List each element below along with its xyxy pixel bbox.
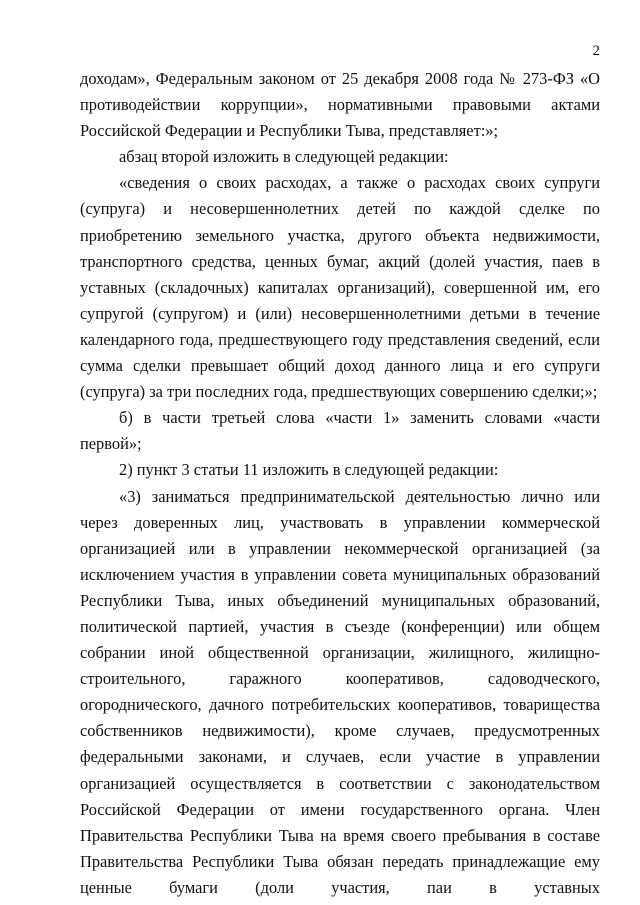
page-number: 2 (592, 43, 600, 59)
paragraph-entrepreneurship-ban: «3) заниматься предпринимательской деятельностью лично или через доверенных лиц, участвовать в управлении коммерческой организацией или в управлении некоммерческой организацией (за исключением участия в управлении совета муниципальных образований Республики Тыва, иных объединений муниципальных образований, политической партией, участия в съезде (конференции) или общем собрании иной общественной организации, жилищного, жилищно-строительного, гаражного кооперативов, садоводческого, огороднического, дачного потребительских кооперативов, товарищества собственников недвижимости), кроме случаев, предусмотренных федеральными законами, и случаев, если участие в управлении организацией осуществляется в соответствии с законодательством Российской Федерации от имени государственного органа. Член Правительства Республики Тыва на время своего пребывания в составе Правительства Республики Тыва обязан передать принадлежащие ему ценные бумаги (доли участия, паи в уставных (80, 486, 600, 897)
paragraph-expenses-info: «сведения о своих расходах, а также о расходах своих супруги (супруга) и несовершеннолетних детей по каждой сделке по приобретению земельного участка, другого объекта недвижимости, транспортного средства, ценных бумаг, акций (долей участия, паев в уставных (складочных) капиталах организаций), совершенной им, его супругой (супругом) и (или) несовершеннолетними детьми в течение календарного года, предшествующего году представления сведений, если сумма сделки превышает общий доход данного лица и его супруги (супруга) за три последних года, предшествующих совершению сделки;»; (80, 173, 600, 402)
paragraph-instruction-second-indent: абзац второй изложить в следующей редакции: (119, 147, 449, 167)
paragraph-continuation: доходам», Федеральным законом от 25 декабря 2008 года № 273-ФЗ «О противодействии коррупции», нормативными правовыми актами Российской Федерации и Республики Тыва, представляет:»; (80, 69, 600, 141)
document-body (80, 66, 600, 901)
paragraph-part-three-amendment: б) в части третьей слова «части 1» заменить словами «части первой»; (80, 408, 600, 454)
paragraph-article-11-amendment: 2) пункт 3 статьи 11 изложить в следующей редакции: (119, 460, 499, 480)
